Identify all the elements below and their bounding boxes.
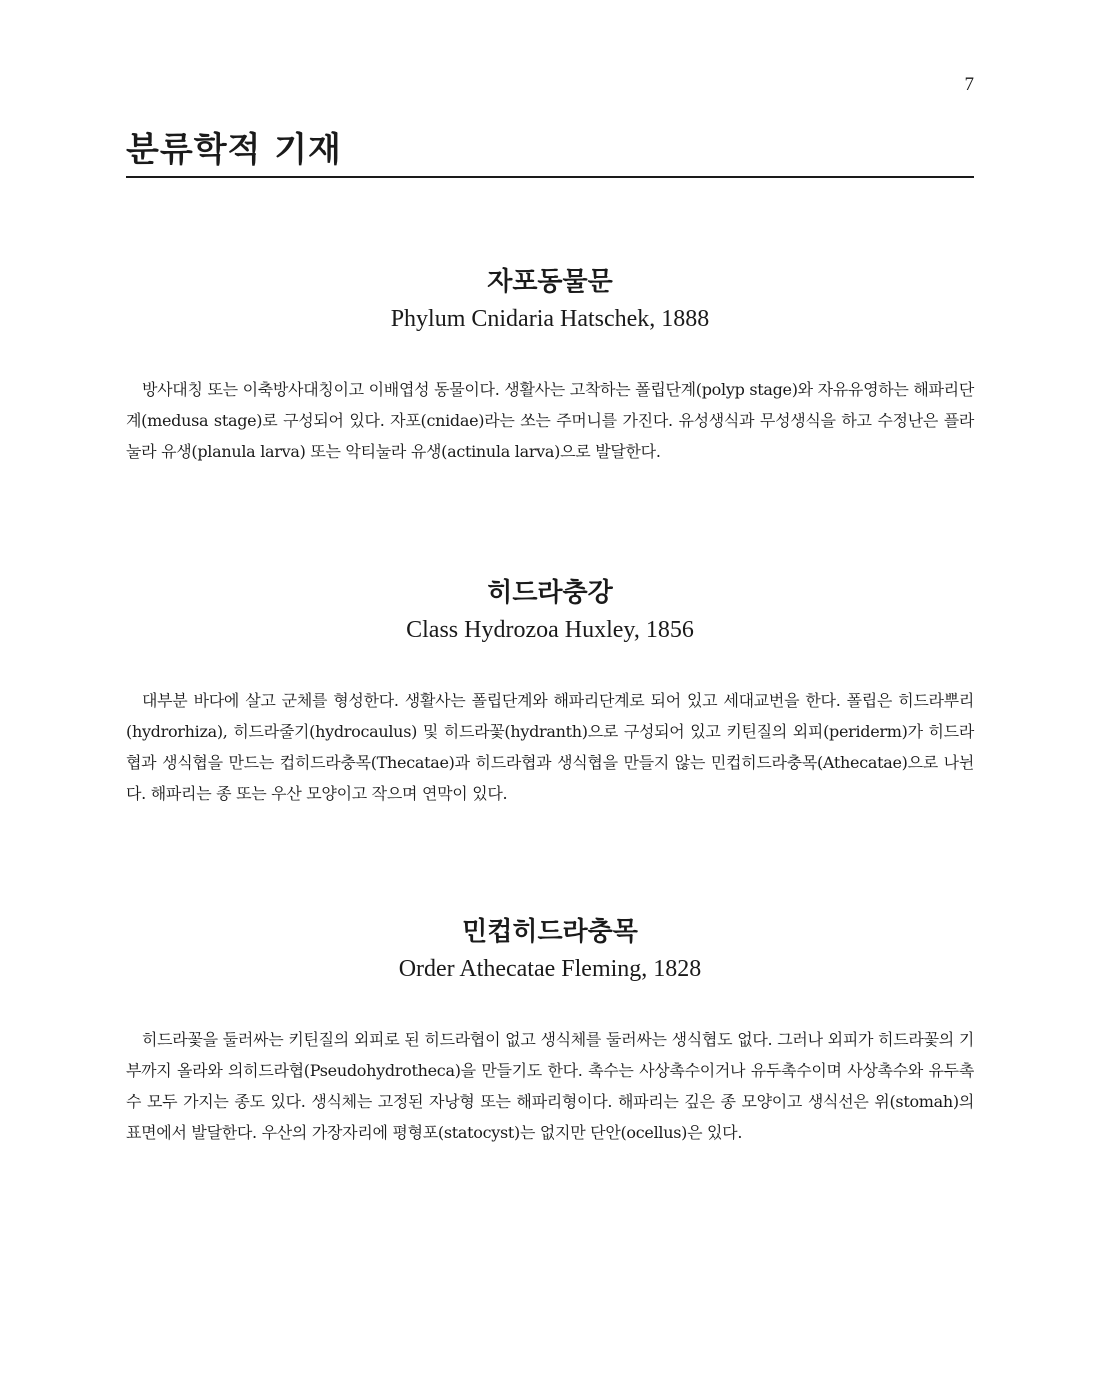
section-class-hydrozoa — [126, 573, 974, 809]
section-title-scientific: Order Athecatae Fleming, 1828 — [398, 956, 702, 982]
section-description: 히드라꽃을 둘러싸는 키틴질의 외피로 된 히드라협이 없고 생식체를 둘러싸는 생식협도 없다. 그러나 외피가 히드라꽃의 기부까지 올라와 의히드라협(Pseudohydrotheca)을 만들기도 한다. 촉수는 사상촉수이거나 유두촉수이며 사상촉수와 유두촉수 모두 가지는 종도 있다. 생식체는 고정된 자낭형 또는 해파리형이다. 해파리는 깊은 종 모양이고 생식선은 위(stomah)의 표면에서 발달한다. 우산의 가장자리에 평형포(statocyst)는 없지만 단안(ocellus)은 있다. — [126, 1030, 974, 1142]
section-description: 방사대칭 또는 이축방사대칭이고 이배엽성 동물이다. 생활사는 고착하는 폴립단계(polyp stage)와 자유유영하는 해파리단계(medusa stage)로 구성되어 있다. 자포(cnidae)라는 쏘는 주머니를 가진다. 유성생식과 무성생식을 하고 수정난은 플라눌라 유생(planula larva) 또는 악티눌라 유생(actinula larva)으로 발달한다. — [126, 380, 974, 461]
page-number: 7 — [964, 74, 974, 95]
section-description: 대부분 바다에 살고 군체를 형성한다. 생활사는 폴립단계와 해파리단계로 되어 있고 세대교번을 한다. 폴립은 히드라뿌리(hydrorhiza), 히드라줄기(hydrocaulus) 및 히드라꽃(hydranth)으로 구성되어 있고 키틴질의 외피(periderm)가 히드라협과 생식협을 만드는 컵히드라충목(Thecatae)과 히드라협과 생식협을 만들지 않는 민컵히드라충목(Athecatae)으로 나뉜다. 해파리는 종 또는 우산 모양이고 작으며 연막이 있다. — [126, 691, 974, 803]
chapter-header — [126, 128, 974, 178]
section-order-athecatae — [126, 912, 974, 1148]
section-title-korean: 히드라충강 — [487, 578, 613, 608]
section-title-korean: 민컵히드라충목 — [462, 917, 638, 947]
section-phylum-cnidaria — [126, 262, 974, 467]
section-title-korean: 자포동물문 — [487, 267, 613, 297]
chapter-title: 분류학적 기재 — [126, 130, 342, 170]
section-title-scientific: Class Hydrozoa Huxley, 1856 — [406, 617, 694, 643]
section-title-scientific: Phylum Cnidaria Hatschek, 1888 — [390, 306, 710, 332]
